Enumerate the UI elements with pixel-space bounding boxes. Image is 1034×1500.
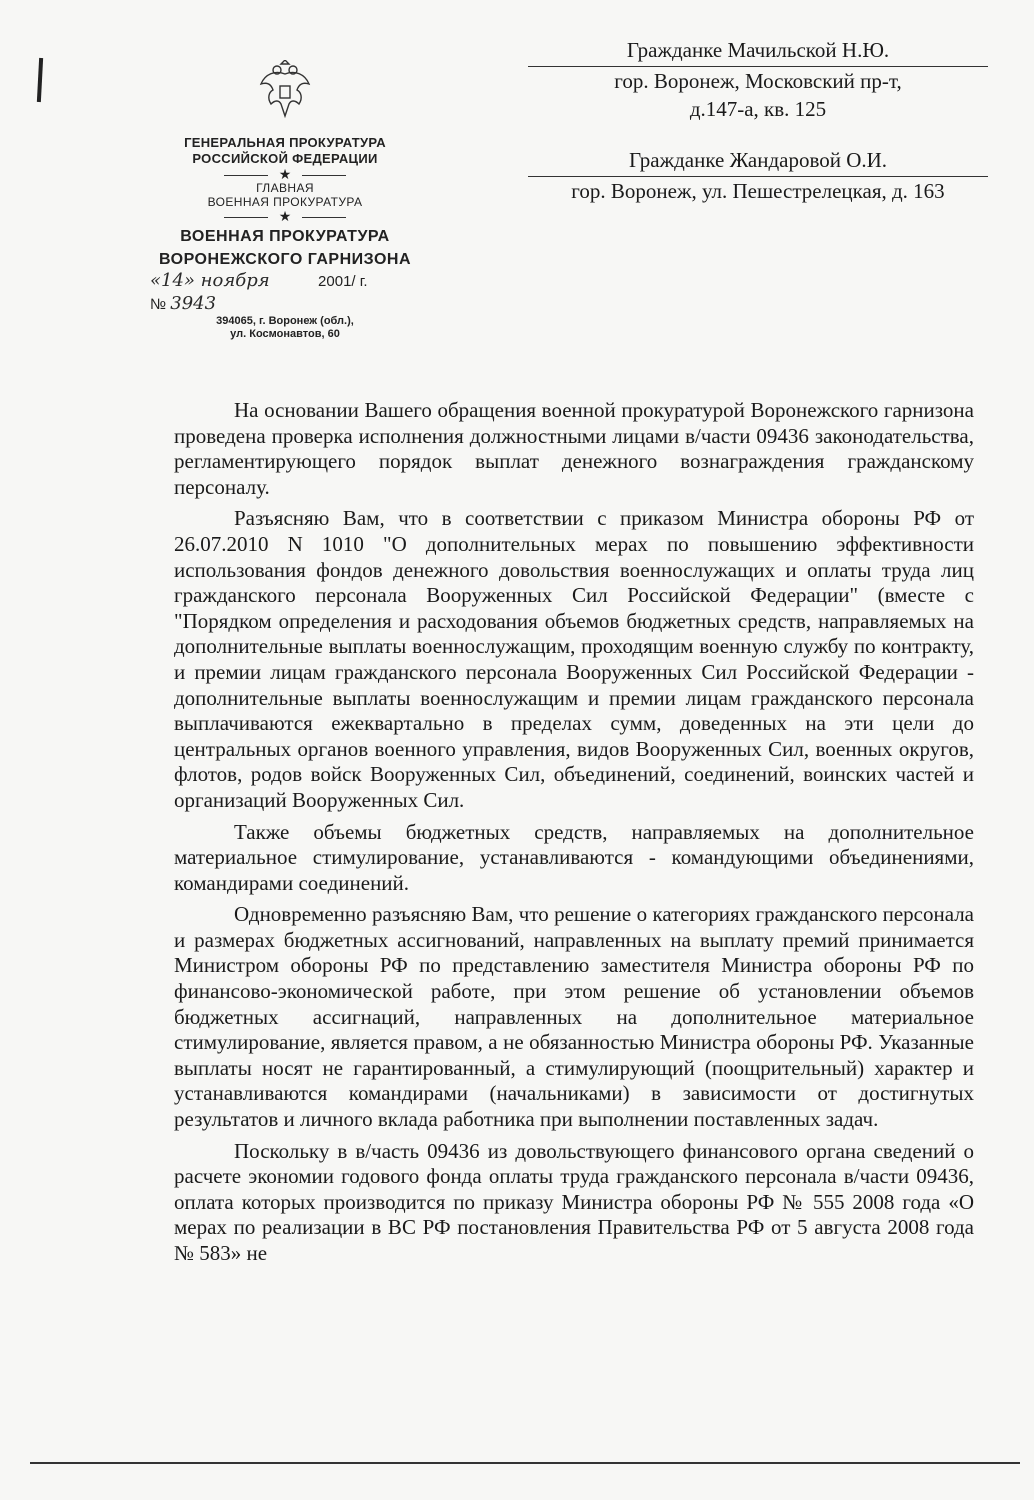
- stamp-number-line: [140, 294, 430, 315]
- double-headed-eagle-emblem: [257, 60, 313, 122]
- org-name-line: ГЛАВНАЯ: [256, 181, 314, 195]
- body-paragraph: На основании Вашего обращения военной прокуратурой Воронежского гарнизона проведена проверка исполнения должностными лицами в/части 09436 законодательства, регламентирующего порядок выплат денежного вознаграждения гражданскому персоналу.: [174, 398, 974, 499]
- stamp-address-line: ул. Космонавтов, 60: [230, 328, 340, 340]
- addressee-address-line: гор. Воронеж, Московский пр-т,: [614, 69, 902, 93]
- addressee-address-line: гор. Воронеж, ул. Пешестрелецкая, д. 163: [571, 179, 945, 203]
- letter-body: [174, 398, 974, 1273]
- margin-handwritten-mark: [37, 58, 43, 102]
- org-name-line: ВОРОНЕЖСКОГО ГАРНИЗОНА: [158, 251, 412, 268]
- number-label: №: [150, 296, 167, 313]
- page-bottom-rule: [30, 1462, 1020, 1464]
- body-paragraph: Разъясняю Вам, что в соответствии с приказом Министра обороны РФ от 26.07.2010 N 1010 "О дополнительных мерах по повышению эффективности использования фондов денежного довольствия военнослужащих и оплаты труда лиц гражданского персонала Вооруженных Сил Российской Федерации" (вместе с "Порядком определения и расходования объемов бюджетных средств, направляемых на дополнительные выплаты военнослужащим, проходящим военную службу по контракту, и премии лицам гражданского персонала Вооруженных Сил Российской Федерации - дополнительные выплаты военнослужащим и премии лицам гражданского персонала выплачиваются ежеквартально в пределах сумм, доведенных на эти цели до центральных органов военного управления, видов Вооруженных Сил, военных округов, флотов, родов войск Вооруженных Сил, объединений, соединений, воинских частей и организаций Вооруженных Сил.: [174, 506, 974, 812]
- star-icon: ★: [140, 209, 430, 223]
- org-name-line: ВОЕННАЯ ПРОКУРАТУРА: [207, 195, 363, 209]
- addressee-name: Гражданке Жандаровой О.И.: [528, 146, 988, 177]
- org-name-line: РОССИЙСКОЙ ФЕДЕРАЦИИ: [192, 151, 378, 166]
- addressee-address-line: д.147-а, кв. 125: [689, 97, 827, 121]
- handwritten-date: «14» ноября: [150, 270, 270, 291]
- body-paragraph: Поскольку в в/часть 09436 из довольствующего финансового органа сведений о расчете экономии годового фонда оплаты труда гражданского персонала в/части 09436, оплата которых производится по приказу Министра обороны РФ № 555 2008 года «О мерах по реализации в ВС РФ постановления Правительства РФ от 5 августа 2008 года № 583» не: [174, 1138, 974, 1265]
- stamp-year: 2001/ г.: [318, 273, 368, 290]
- body-paragraph: Также объемы бюджетных средств, направляемых на дополнительное материальное стимулирование, устанавливаются - командующими объединениями, командирами соединений.: [174, 819, 974, 895]
- body-paragraph: Одновременно разъясняю Вам, что решение о категориях гражданского персонала и размерах бюджетных ассигнований, направленных на выплату премий принимается Министром обороны РФ по представлению заместителя Министра обороны РФ по финансово-экономической работе, при этом решение об установлении объемов бюджетных ассигнаций, направленных на дополнительное материальное стимулирование, является правом, а не обязанностью Министра обороны РФ. Указанные выплаты носят не гарантированный, а стимулирующий (поощрительный) характер и устанавливаются командирами (начальниками) в зависимости от достигнутых результатов и личного вклада работника при выполнении поставленных задач.: [174, 902, 974, 1132]
- stamp-date-line: [140, 271, 430, 292]
- addressee-block-2: [528, 146, 988, 205]
- addressee-block-1: [528, 36, 988, 123]
- handwritten-number: 3943: [170, 293, 217, 314]
- letterhead-stamp: [140, 60, 430, 341]
- org-name-line: ГЕНЕРАЛЬНАЯ ПРОКУРАТУРА: [184, 135, 386, 150]
- org-name-line: ВОЕННАЯ ПРОКУРАТУРА: [180, 228, 390, 245]
- star-icon: ★: [140, 167, 430, 181]
- addressee-name: Гражданке Мачильской Н.Ю.: [528, 36, 988, 67]
- stamp-address-line: 394065, г. Воронеж (обл.),: [216, 315, 354, 327]
